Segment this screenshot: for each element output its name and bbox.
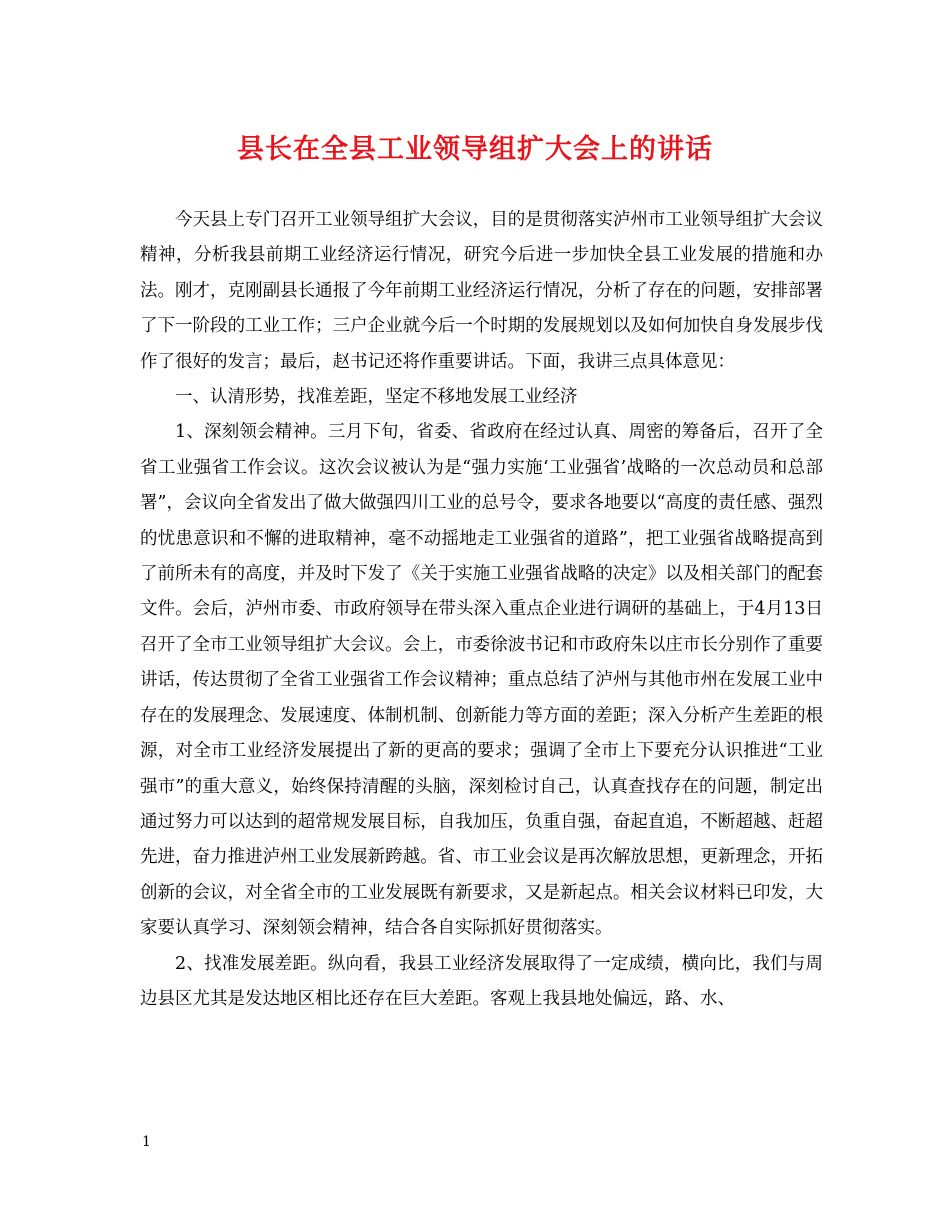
paragraph-point-2: 2、找准发展差距。纵向看，我县工业经济发展取得了一定成绩，横向比，我们与周边县区尤其是发达地区相比还存在巨大差距。客观上我县地处偏远，路、水、	[140, 953, 823, 1009]
section-heading: 一、认清形势，找准差距，坚定不移地发展工业经济	[175, 387, 578, 408]
document-body	[140, 203, 823, 1017]
paragraph-point-1: 1、深刻领会精神。三月下旬，省委、省政府在经过认真、周密的筹备后，召开了全省工业强省工作会议。这次会议被认为是“强力实施‘工业强省’战略的一次总动员和总部署”，会议向全省发出了做大做强四川工业的总号令，要求各地要以“高度的责任感、强烈的忧患意识和不懈的进取精神，毫不动摇地走工业强省的道路”，把工业强省战略提高到了前所未有的高度，并及时下发了《关于实施工业强省战略的决定》以及相关部门的配套文件。会后，泸州市委、市政府领导在带头深入重点企业进行调研的基础上，于4月13日召开了全市工业领导组扩大会议。会上，市委徐波书记和市政府朱以庄市长分别作了重要讲话，传达贯彻了全省工业强省工作会议精神；重点总结了泸州与其他市州在发展工业中存在的发展理念、发展速度、体制机制、创新能力等方面的差距；深入分析产生差距的根源，对全市工业经济发展提出了新的更高的要求；强调了全市上下要充分认识推进“工业强市”的重大意义，始终保持清醒的头脑，深刻检讨自己，认真查找存在的问题，制定出通过努力可以达到的超常规发展目标，自我加压，负重自强，奋起直追，不断超越、赶超先进，奋力推进泸州工业发展新跨越。省、市工业会议是再次解放思想，更新理念，开拓创新的会议，对全省全市的工业发展既有新要求，又是新起点。相关会议材料已印发，大家要认真学习、深刻领会精神，结合各自实际抓好贯彻落实。	[140, 422, 823, 939]
paragraph-intro: 今天县上专门召开工业领导组扩大会议，目的是贯彻落实泸州市工业领导组扩大会议精神，分析我县前期工业经济运行情况，研究今后进一步加快全县工业发展的措施和办法。刚才，克刚副县长通报了今年前期工业经济运行情况，分析了存在的问题，安排部署了下一阶段的工业工作；三户企业就今后一个时期的发展规划以及如何加快自身发展步伐作了很好的发言；最后，赵书记还将作重要讲话。下面，我讲三点具体意见：	[140, 210, 823, 372]
document-title: 县长在全县工业领导组扩大会上的讲话	[237, 134, 713, 165]
page-number: 1	[142, 1134, 151, 1150]
